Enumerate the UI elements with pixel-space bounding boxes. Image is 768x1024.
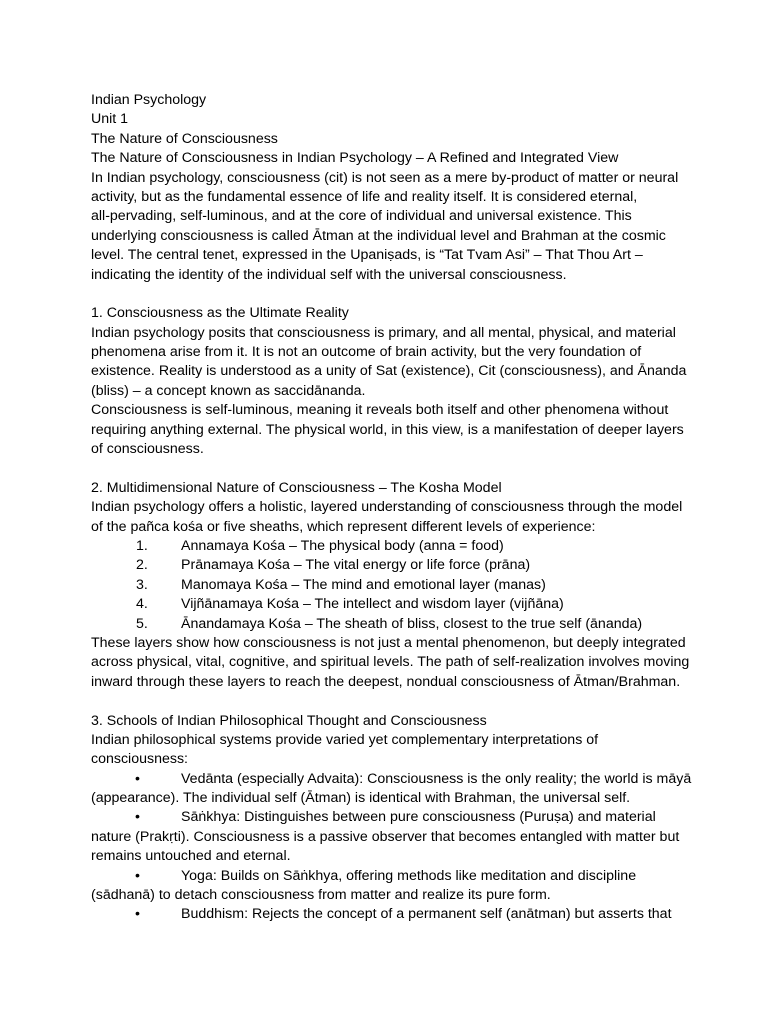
list-number: 4. xyxy=(136,596,148,613)
bullet-continuation: (sādhanā) to detach consciousness from matter and realize its pure form. xyxy=(91,887,551,904)
paragraph-line: of consciousness. xyxy=(91,441,204,458)
doc-header-line: Indian Psychology xyxy=(91,92,207,108)
paragraph-line: of the pañca kośa or five sheaths, which represent different levels of experience: xyxy=(91,518,596,535)
bullet-continuation: remains untouched and eternal. xyxy=(91,848,291,865)
numbered-list-item xyxy=(91,615,691,634)
list-number: 1. xyxy=(136,537,148,554)
section-heading: 1. Consciousness as the Ultimate Reality xyxy=(91,305,349,322)
bullet-list-item xyxy=(91,808,691,827)
bullet-marker: • xyxy=(135,867,140,884)
list-item-text: Prānamaya Kośa – The vital energy or life force (prāna) xyxy=(181,557,531,574)
bullet-list-item xyxy=(91,867,691,886)
intro-line: level. The central tenet, expressed in the Upaniṣads, is “Tat Tvam Asi” – That Thou Art – xyxy=(91,247,643,264)
list-item-text: Vijñānamaya Kośa – The intellect and wisdom layer (vijñāna) xyxy=(181,596,564,613)
intro-line: all-pervading, self-luminous, and at the core of individual and universal existence. This xyxy=(91,208,632,225)
list-number: 3. xyxy=(136,576,148,593)
paragraph-line: (bliss) – a concept known as saccidānanda. xyxy=(91,382,366,399)
blank-line xyxy=(91,285,691,304)
intro-line: underlying consciousness is called Ātman at the individual level and Brahman at the cosmic xyxy=(91,227,666,244)
bullet-continuation: nature (Prakṛti). Consciousness is a passive observer that becomes entangled with matter but xyxy=(91,828,680,845)
bullet-list-item xyxy=(91,770,691,789)
section-heading: 3. Schools of Indian Philosophical Thought and Consciousness xyxy=(91,712,487,729)
bullet-marker: • xyxy=(135,809,140,826)
doc-header-line: Unit 1 xyxy=(91,111,129,128)
numbered-list-item xyxy=(91,595,691,614)
numbered-list-item xyxy=(91,556,691,575)
numbered-list-item xyxy=(91,576,691,595)
bullet-text: Buddhism: Rejects the concept of a permanent self (anātman) but asserts that xyxy=(181,906,672,923)
paragraph-line: Indian psychology posits that consciousness is primary, and all mental, physical, and material xyxy=(91,324,676,341)
paragraph-line: Indian philosophical systems provide varied yet complementary interpretations of xyxy=(91,731,599,748)
paragraph-line: consciousness: xyxy=(91,751,188,768)
section-heading: 2. Multidimensional Nature of Consciousness – The Kosha Model xyxy=(91,479,502,496)
list-item-text: Manomaya Kośa – The mind and emotional layer (manas) xyxy=(181,576,546,593)
bullet-text: Vedānta (especially Advaita): Consciousness is the only reality; the world is māyā xyxy=(181,770,692,787)
list-number: 2. xyxy=(136,557,148,574)
bullet-continuation: (appearance). The individual self (Ātman) is identical with Brahman, the universal self. xyxy=(91,790,631,807)
paragraph-line: Consciousness is self-luminous, meaning it reveals both itself and other phenomena without xyxy=(91,402,669,419)
list-item-text: Ānandamaya Kośa – The sheath of bliss, closest to the true self (ānanda) xyxy=(181,615,643,632)
blank-line xyxy=(91,692,691,711)
bullet-list-item xyxy=(91,905,691,924)
intro-line: activity, but as the fundamental essence of life and reality itself. It is considered eternal, xyxy=(91,188,638,205)
paragraph-line: Indian psychology offers a holistic, layered understanding of consciousness through the model xyxy=(91,499,683,516)
doc-title: The Nature of Consciousness in Indian Psychology – A Refined and Integrated View xyxy=(91,150,619,167)
bullet-text: Sāṅkhya: Distinguishes between pure consciousness (Puruṣa) and material xyxy=(181,809,656,826)
intro-line: indicating the identity of the individual self with the universal consciousness. xyxy=(91,266,567,283)
numbered-list-item xyxy=(91,537,691,556)
doc-header-line: The Nature of Consciousness xyxy=(91,130,278,147)
paragraph-line: requiring anything external. The physical world, in this view, is a manifestation of deeper layers xyxy=(91,421,684,438)
paragraph-line: phenomena arise from it. It is not an outcome of brain activity, but the very foundation of xyxy=(91,344,642,361)
paragraph-line: existence. Reality is understood as a unity of Sat (existence), Cit (consciousness), and Ānanda xyxy=(91,363,687,380)
intro-line: In Indian psychology, consciousness (cit) is not seen as a mere by-product of matter or neural xyxy=(91,169,679,186)
bullet-marker: • xyxy=(135,770,140,787)
list-item-text: Annamaya Kośa – The physical body (anna = food) xyxy=(181,537,504,554)
paragraph-line: These layers show how consciousness is not just a mental phenomenon, but deeply integrated xyxy=(91,634,686,651)
bullet-text: Yoga: Builds on Sāṅkhya, offering methods like meditation and discipline xyxy=(181,867,637,884)
blank-line xyxy=(91,459,691,478)
paragraph-line: inward through these layers to reach the deepest, nondual consciousness of Ātman/Brahman. xyxy=(91,673,681,690)
paragraph-line: across physical, vital, cognitive, and spiritual levels. The path of self-realization involves moving xyxy=(91,654,690,671)
list-number: 5. xyxy=(136,615,148,632)
bullet-marker: • xyxy=(135,906,140,923)
document-body xyxy=(91,91,691,925)
